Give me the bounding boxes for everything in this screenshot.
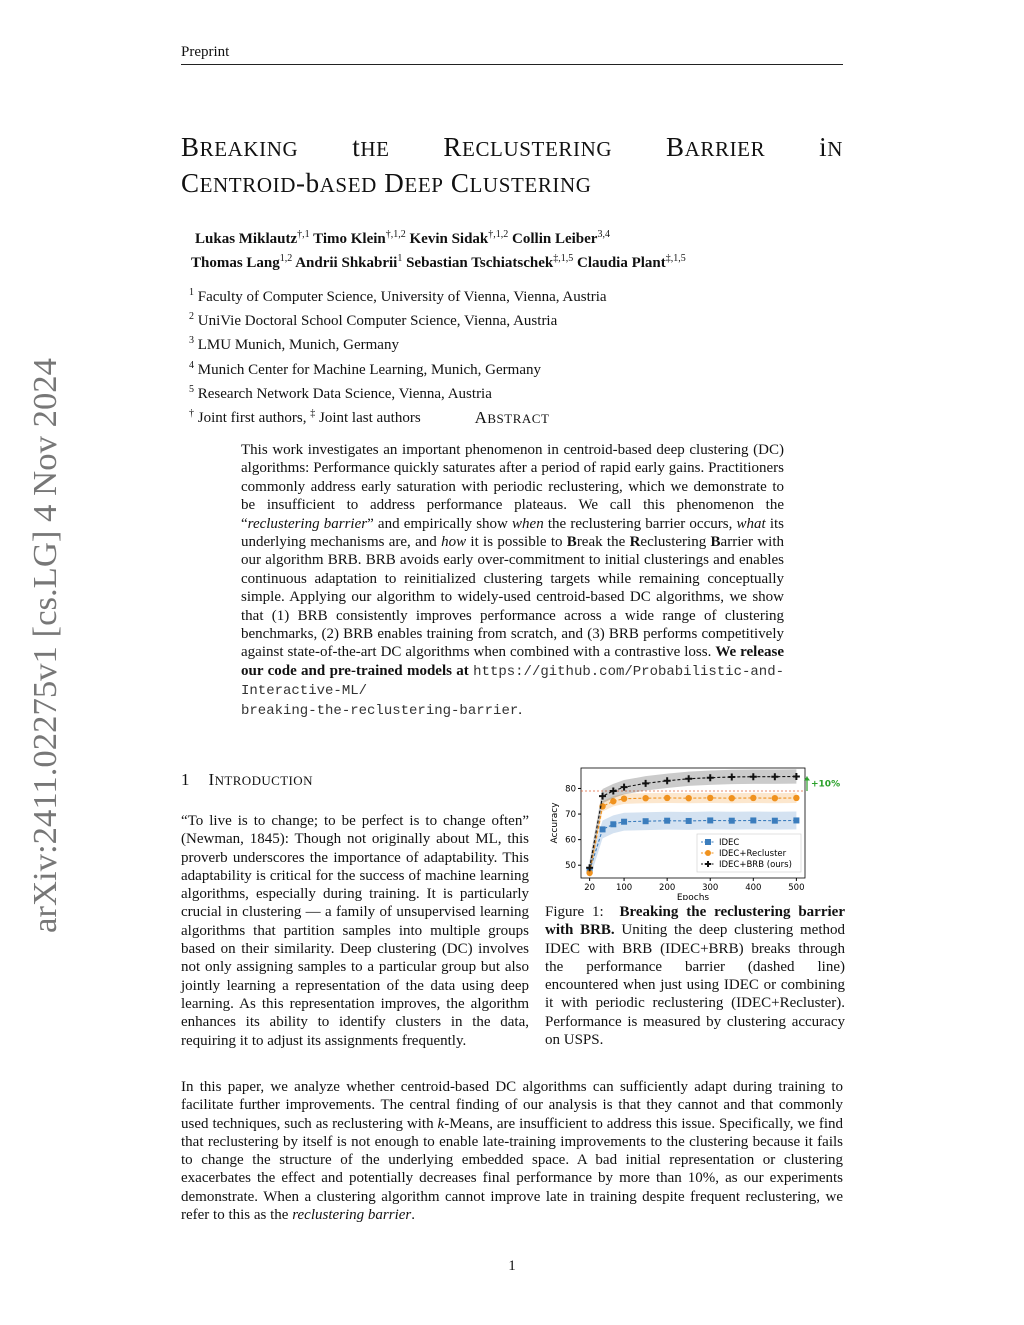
data-point [729, 818, 735, 824]
data-point [685, 795, 691, 801]
abstract-heading: ABSTRACT [474, 408, 550, 427]
data-point [793, 817, 799, 823]
author: Timo Klein [313, 231, 386, 247]
data-point [686, 818, 692, 824]
legend-marker [705, 839, 711, 845]
author-list: Lukas Miklautz$^{\dagger,1}$ Timo Klein$^{\dagger,1,2}$ Kevin Sidak$^{\dagger,1,2}$ Collin Leiber$^{3,4}$ Thomas Lang$^{1,2}$ Andrii Shkabrii$^1$ Sebastian Tschiatschek$^{\ddagger,1,5}$ Claudia Plant$^{\ddagger,1,5}$ [191, 229, 686, 271]
affiliation: $^3$ LMU Munich, Munich, Germany [189, 335, 399, 354]
abstract-body: This work investigates an important phenomenon in centroid-based deep clustering (DC) algorithms: Performance quickly saturates after a period of rapid early gains. Practitioners commonly address early saturation with periodic reclustering, which we demonstrate to be insufficient to address performance plateaus. We call this phenomenon the “reclustering barrier” and empirically show when the reclustering barrier occurs, what its underlying mechanisms are, and how it is possible to Break the Reclustering Barrier with our algorithm BRB. BRB avoids early over-commitment to initial clusterings and enables continuous adaptation to reinitialized clustering targets while remaining conceptually simple. Applying our algorithm to widely-used centroid-based DC algorithms, we show that (1) BRB consistently improves performance across a wide range of clustering benchmarks, (2) BRB enables training from scratch, and (3) BRB performs competitively against state-of-the-art DC algorithms when combined with a contrastive loss. We release our code and pre-trained models at https://github.com/Probabilistic-and-Interactive-ML/ breaking-the-reclustering-barrier. [241, 442, 784, 719]
y-tick-label: 70 [565, 810, 576, 821]
data-point [664, 818, 670, 824]
figure-caption: Figure 1: Breaking the reclustering barrier with BRB. Uniting the deep clustering method IDEC with BRB (IDEC+BRB) breaks through the performance barrier (dashed line) encountered when just using IDEC or combining it with periodic reclustering (IDEC+Recluster). Performance is measured by clustering accuracy on USPS. [545, 904, 845, 1049]
arxiv-id: arXiv:2411.02275v1 [cs.LG] 4 Nov 2024 [27, 369, 64, 933]
affiliations [189, 283, 789, 428]
affiliation: $^4$ Munich Center for Machine Learning, Munich, Germany [189, 359, 541, 378]
data-point [664, 795, 670, 801]
x-tick-label: 300 [702, 883, 719, 893]
y-tick-label: 60 [565, 835, 576, 846]
y-tick-label: 80 [565, 784, 576, 795]
author: Thomas Lang [191, 255, 280, 271]
legend-label: IDEC+BRB (ours) [719, 860, 792, 870]
title-word: tHE [352, 132, 390, 162]
title-word: iN [819, 132, 843, 162]
data-point [600, 826, 606, 832]
code-link-cont[interactable]: breaking-the-reclustering-barrier [241, 702, 519, 719]
affiliation: $^5$ Research Network Data Science, Vienna, Austria [189, 383, 492, 402]
data-point [750, 795, 756, 801]
paper-title [181, 130, 843, 202]
section-heading: 1 INTRODUCTION [181, 770, 313, 789]
title-word: RECLUSTERING [443, 132, 613, 162]
data-point [621, 819, 627, 825]
title-word: BREAKING [181, 132, 299, 162]
x-tick-label: 400 [745, 883, 762, 893]
y-axis-label: Accuracy [550, 802, 560, 844]
code-link[interactable]: https://github.com/Probabilistic-and-Interactive-ML/ [241, 663, 784, 700]
x-tick-label: 500 [788, 883, 805, 893]
x-tick-label: 200 [659, 883, 676, 893]
page-number: 1 [508, 1258, 516, 1274]
x-axis-label: Epochs [676, 893, 710, 900]
author: Collin Leiber [512, 231, 598, 247]
title-word: BARRIER [666, 132, 766, 162]
legend-label: IDEC [719, 838, 740, 848]
running-head: Preprint [181, 44, 843, 65]
data-point [772, 818, 778, 824]
data-point [772, 795, 778, 801]
gain-label: +10% [811, 779, 841, 790]
author: Sebastian Tschiatschek [406, 255, 554, 271]
legend-marker [705, 850, 711, 856]
y-tick-label: 50 [565, 861, 576, 872]
data-point [642, 795, 648, 801]
data-point [793, 795, 799, 801]
x-tick-label: 20 [584, 883, 596, 893]
author: Andrii Shkabrii [295, 255, 398, 271]
affiliation: $^1$ Faculty of Computer Science, University of Vienna, Vienna, Austria [189, 287, 607, 305]
body-paragraph: In this paper, we analyze whether centroid-based DC algorithms can sufficiently adapt during training to facilitate further improvements. The central finding of our analysis is that they cannot and that commonly used techniques, such as reclustering with k-Means, are insufficient to address this issue. Specifically, we find that reclustering by itself is not enough to enable late-training improvements to the clustering because it fails to change the structure of the underlying embedded space. A bad initial representation or clustering exacerbates the effect and potentially decreases final performance by more than 10%, as our experiments demonstrate. When a clustering algorithm cannot improve late in training despite frequent reclustering, we refer to this as the reclustering barrier. [181, 1079, 843, 1224]
data-point [707, 795, 713, 801]
data-point [750, 817, 756, 823]
data-point [621, 795, 627, 801]
x-tick-label: 100 [615, 883, 633, 893]
author: Lukas Miklautz [195, 231, 298, 247]
joint-authorship-note: † Joint first authors, ‡ Joint last authors [189, 408, 421, 427]
author: Claudia Plant [576, 255, 666, 271]
title-line-2: CENTROID-bASED DEEP CLUSTERING [181, 168, 592, 198]
arxiv-stamp [20, 355, 70, 935]
data-point [643, 818, 649, 824]
data-point [707, 817, 713, 823]
author: Kevin Sidak [409, 231, 489, 247]
figure-1-chart [545, 760, 845, 900]
affiliation: $^2$ UniVie Doctoral School Computer Science, Vienna, Austria [189, 311, 558, 330]
data-point [610, 821, 616, 827]
legend-label: IDEC+Recluster [719, 849, 787, 859]
intro-paragraph: “To live is to change; to be perfect is to change often” (Newman, 1845): Though not originally about ML, this proverb underscores the importance of adaptability. This adaptability is critical for the success of machine learning algorithms, especially during training. It is particularly crucial in clustering — a family of unsupervised learning algorithms that partition samples into multiple groups based on their similarity. Deep clustering (DC) involves not only assigning samples to a particular group but also jointly learning a representation of the data using deep learning. As this representation improves, the algorithm enhances its ability to identify clusters in the data, requiring it to adjust its assignments frequently. [181, 813, 529, 1049]
data-point [729, 795, 735, 801]
